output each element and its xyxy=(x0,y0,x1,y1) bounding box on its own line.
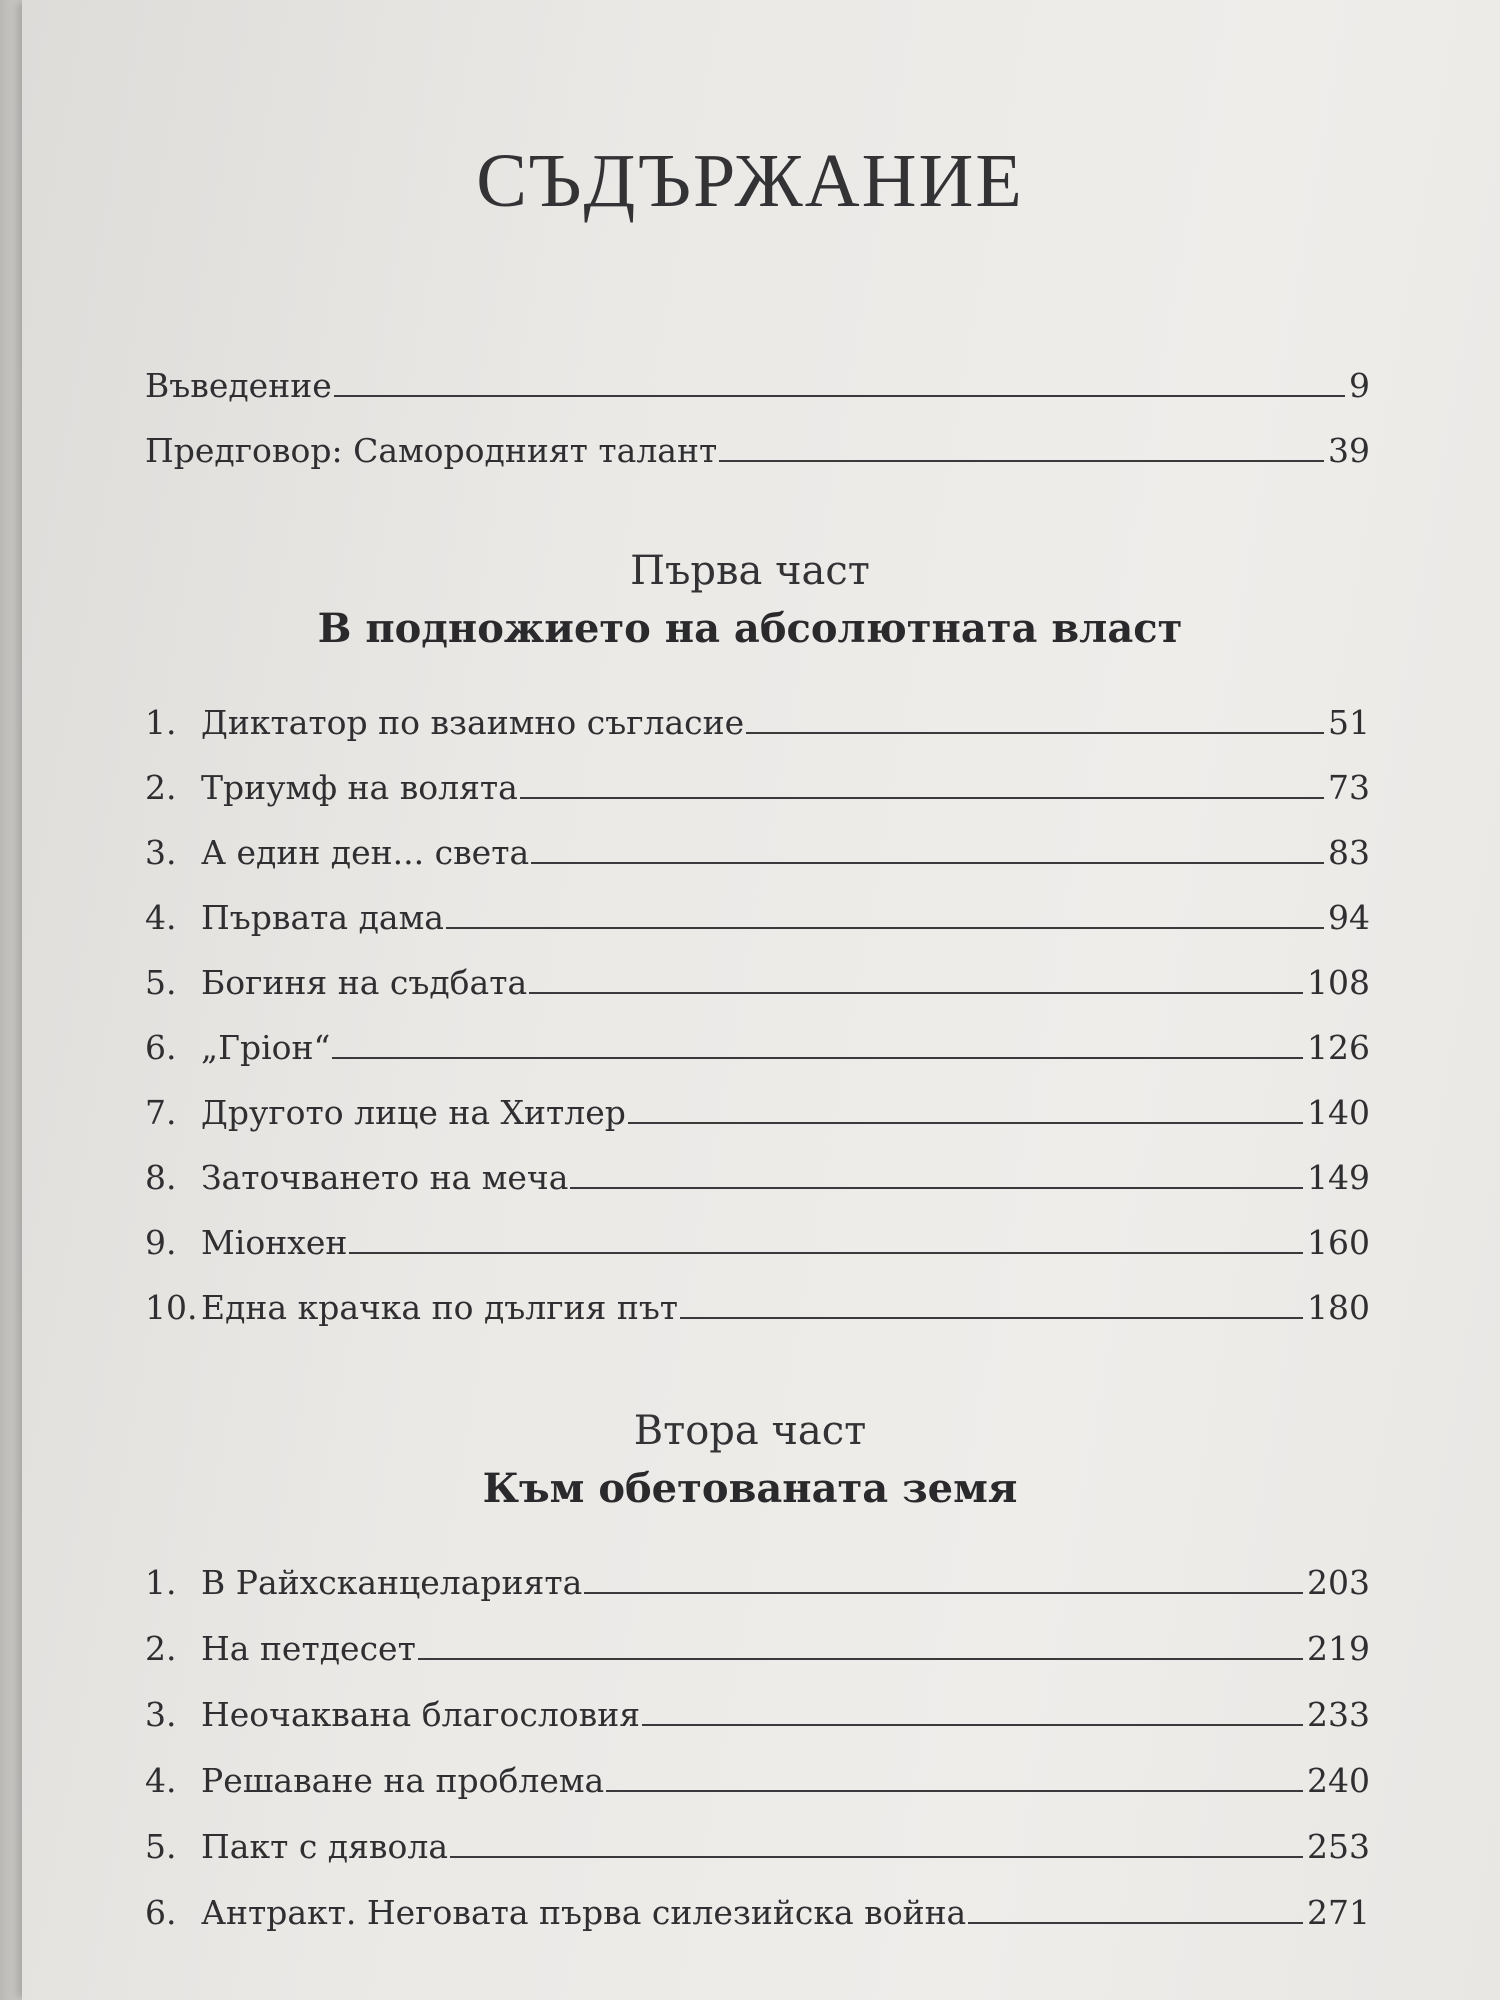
toc-entry-label: А един ден... света xyxy=(201,833,530,872)
toc-entry-label: Другото лице на Хитлер xyxy=(201,1093,626,1132)
toc-entry xyxy=(145,1082,1370,1132)
toc-leader-line xyxy=(570,1187,1303,1189)
toc-entry-preface xyxy=(145,420,1370,470)
toc-entry xyxy=(145,1552,1370,1602)
toc-leader-line xyxy=(446,927,1324,929)
toc-leader-line xyxy=(968,1922,1303,1924)
toc-entry-number: 5. xyxy=(145,963,177,1002)
toc-entry-page: 233 xyxy=(1307,1695,1370,1734)
toc-entry-page: 160 xyxy=(1307,1223,1370,1262)
toc-entry-number: 1. xyxy=(145,1563,177,1602)
toc-entry xyxy=(145,1684,1370,1734)
toc-leader-line xyxy=(520,797,1324,799)
toc-entry xyxy=(145,1277,1370,1327)
toc-entry xyxy=(145,1750,1370,1800)
toc-entry-label: Диктатор по взаимно съгласие xyxy=(201,703,745,742)
toc-entry xyxy=(145,757,1370,807)
toc-entry xyxy=(145,692,1370,742)
toc-entry xyxy=(145,1147,1370,1197)
toc-entry-page: 203 xyxy=(1307,1563,1370,1602)
toc-entry-label: В Райхсканцеларията xyxy=(201,1563,583,1602)
toc-entry xyxy=(145,822,1370,872)
toc-entry-label: Пакт с дявола xyxy=(201,1827,449,1866)
toc-entry-number: 5. xyxy=(145,1827,177,1866)
toc-leader-line xyxy=(628,1122,1303,1124)
toc-leader-line xyxy=(349,1252,1303,1254)
toc-entry-number: 6. xyxy=(145,1893,177,1932)
toc-entry-label: Міонхен xyxy=(201,1223,348,1262)
toc-leader-line xyxy=(529,992,1303,994)
toc-entry-number: 6. xyxy=(145,1028,177,1067)
toc-leader-line xyxy=(606,1790,1303,1792)
part-one-subtitle: В подножието на абсолютната власт xyxy=(317,605,1183,652)
part-one-title: Първа част xyxy=(630,548,870,594)
toc-entry-number: 3. xyxy=(145,1695,177,1734)
toc-entry xyxy=(145,887,1370,937)
toc-entry-label: Решаване на проблема xyxy=(201,1761,605,1800)
toc-entry-introduction xyxy=(145,355,1370,405)
toc-entry-page: 180 xyxy=(1307,1288,1370,1327)
toc-entry-number: 7. xyxy=(145,1093,177,1132)
toc-leader-line xyxy=(719,460,1324,462)
toc-entry-page: 94 xyxy=(1328,898,1370,937)
book-spine-edge xyxy=(0,0,22,2000)
toc-entry-label: Богиня на съдбата xyxy=(201,963,528,1002)
toc-entry-page: 149 xyxy=(1307,1158,1370,1197)
toc-entry-number: 4. xyxy=(145,898,177,937)
toc-entry-page: 83 xyxy=(1328,833,1370,872)
page-title: СЪДЪРЖАНИЕ xyxy=(476,139,1024,223)
toc-entry-label: Неочаквана благословия xyxy=(201,1695,641,1734)
part-two-title: Втора част xyxy=(633,1408,867,1454)
toc-entry-page: 39 xyxy=(1328,431,1370,470)
toc-entry-number: 2. xyxy=(145,1629,177,1668)
toc-leader-line xyxy=(531,862,1324,864)
toc-entry-page: 108 xyxy=(1307,963,1370,1002)
toc-entry-page: 271 xyxy=(1307,1893,1370,1932)
toc-entry xyxy=(145,1212,1370,1262)
toc-entry-number: 1. xyxy=(145,703,177,742)
toc-leader-line xyxy=(332,1057,1303,1059)
toc-entry-label: Една крачка по дългия път xyxy=(201,1288,679,1327)
toc-leader-line xyxy=(584,1592,1303,1594)
toc-entry xyxy=(145,1882,1370,1932)
toc-entry-label: На петдесет xyxy=(201,1629,416,1668)
toc-leader-line xyxy=(642,1724,1303,1726)
toc-entry xyxy=(145,1816,1370,1866)
toc-entry xyxy=(145,952,1370,1002)
toc-entry-label: „Гріон“ xyxy=(201,1028,331,1067)
toc-entry-number: 2. xyxy=(145,768,177,807)
toc-entry-label: Антракт. Неговата първа силезийска война xyxy=(201,1893,967,1932)
toc-leader-line xyxy=(680,1317,1303,1319)
toc-leader-line xyxy=(746,732,1324,734)
toc-entry-page: 140 xyxy=(1307,1093,1370,1132)
toc-entry xyxy=(145,1017,1370,1067)
toc-entry-number: 10. xyxy=(145,1288,198,1327)
toc-entry-label: Заточването на меча xyxy=(201,1158,569,1197)
toc-entry-label: Първата дама xyxy=(201,898,444,937)
toc-entry-number: 4. xyxy=(145,1761,177,1800)
toc-entry-page: 9 xyxy=(1349,366,1370,405)
toc-entry-number: 9. xyxy=(145,1223,177,1262)
toc-leader-line xyxy=(418,1658,1303,1660)
toc-entry-label: Триумф на волята xyxy=(201,768,518,807)
toc-entry-page: 253 xyxy=(1307,1827,1370,1866)
toc-leader-line xyxy=(334,395,1345,397)
toc-entry-page: 73 xyxy=(1328,768,1370,807)
toc-entry xyxy=(145,1618,1370,1668)
toc-entry-number: 8. xyxy=(145,1158,177,1197)
toc-entry-page: 240 xyxy=(1307,1761,1370,1800)
toc-entry-label: Въведение xyxy=(145,366,332,405)
part-two-subtitle: Към обетованата земя xyxy=(482,1465,1018,1512)
toc-entry-page: 126 xyxy=(1307,1028,1370,1067)
toc-entry-number: 3. xyxy=(145,833,177,872)
toc-entry-page: 51 xyxy=(1328,703,1370,742)
toc-entry-page: 219 xyxy=(1307,1629,1370,1668)
toc-entry-label: Предговор: Самородният талант xyxy=(145,431,718,470)
toc-leader-line xyxy=(450,1856,1303,1858)
